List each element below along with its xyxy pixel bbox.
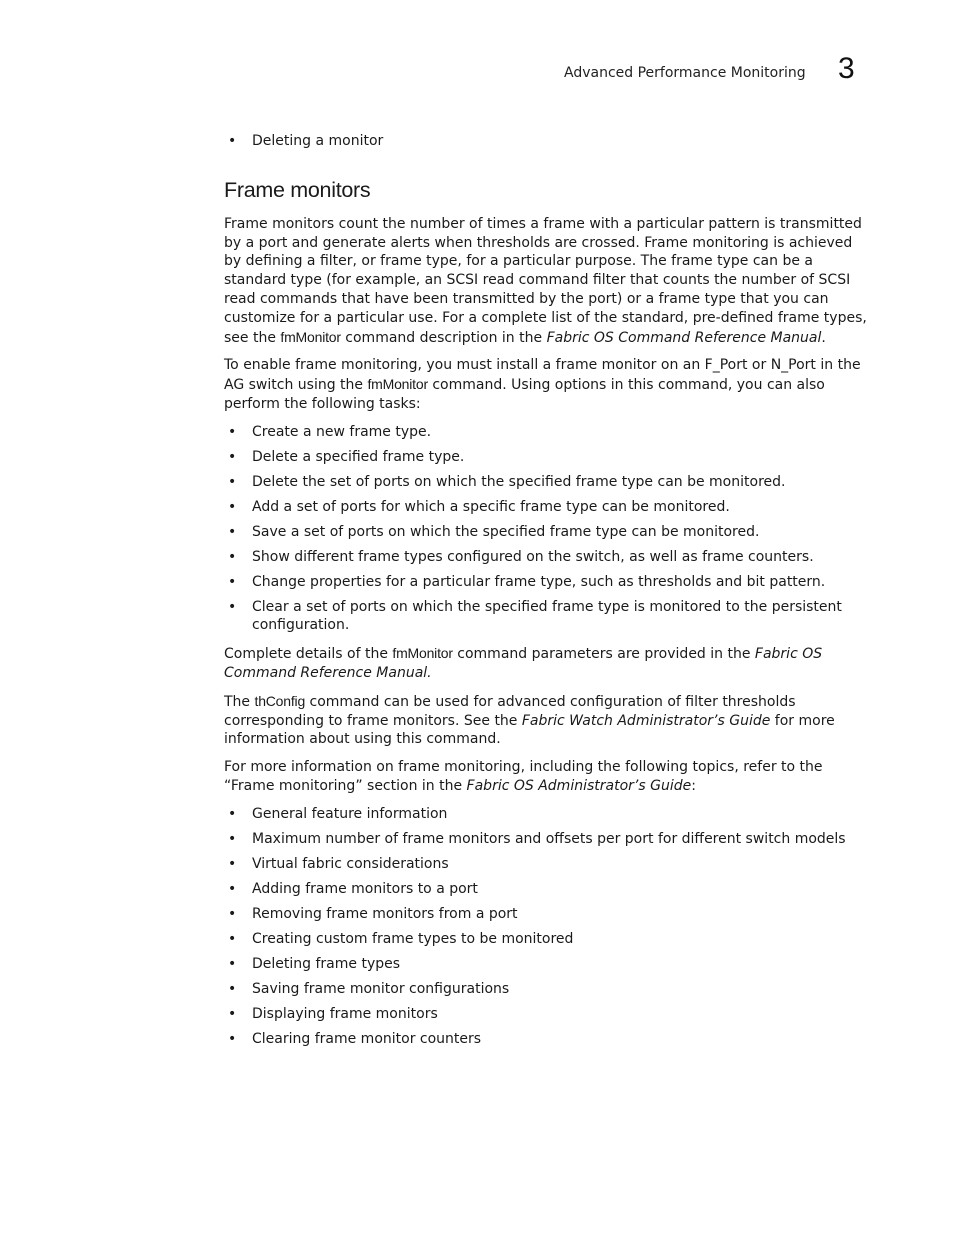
- page-content: [224, 132, 869, 1055]
- command-name: fmMonitor: [367, 376, 428, 393]
- manual-title: Fabric OS Administrator’s Guide: [466, 778, 692, 795]
- list-item: [224, 548, 869, 567]
- bullet-icon: •: [228, 423, 237, 440]
- list-item-text: Change properties for a particular frame type, such as thresholds and bit pattern.: [252, 573, 826, 590]
- bullet-icon: •: [228, 830, 237, 847]
- section-heading: Frame monitors: [224, 177, 371, 202]
- bullet-icon: •: [228, 880, 237, 897]
- list-item: [224, 955, 869, 974]
- list-item-text: Clearing frame monitor counters: [252, 1030, 482, 1047]
- bullet-icon: •: [228, 1030, 237, 1047]
- chapter-number: 3: [838, 52, 855, 85]
- list-item: [224, 598, 869, 636]
- list-item: [224, 132, 869, 151]
- command-name: thConfig: [254, 692, 306, 709]
- list-item: [224, 448, 869, 467]
- list-item-text: Maximum number of frame monitors and offsets per port for different switch models: [252, 830, 846, 847]
- list-item: [224, 1030, 869, 1049]
- list-item-text: Removing frame monitors from a port: [252, 905, 518, 922]
- list-item: [224, 905, 869, 924]
- list-item-text: Create a new frame type.: [252, 423, 432, 440]
- bullet-icon: •: [228, 855, 237, 872]
- list-item-text: Virtual fabric considerations: [252, 855, 449, 872]
- paragraph-intro: Frame monitors count the number of times a frame with a particular pattern is transmitted by a port and generate alerts when thresholds are crossed. Frame monitoring is achieved by defining a filter, or frame type, for a particular purpose. The frame type can be a standard type (for example, an SCSI read command filter that counts the number of SCSI read commands that have been transmitted by the port) or a frame type that you can customize for a particular use. For a complete list of the standard, pre-defined frame types, see the fmMonitor command description in the Fabric OS Command Reference Manual.: [224, 215, 867, 346]
- list-item-text: Clear a set of ports on which the specified frame type is monitored to the persistent configuration.: [252, 598, 842, 634]
- manual-title: Fabric Watch Administrator’s Guide: [521, 712, 771, 729]
- bullet-icon: •: [228, 573, 237, 590]
- list-item-text: Save a set of ports on which the specified frame type can be monitored.: [252, 523, 760, 540]
- bullet-icon: •: [228, 905, 237, 922]
- bullet-icon: •: [228, 955, 237, 972]
- bullet-icon: •: [228, 805, 237, 822]
- list-item: [224, 423, 869, 442]
- list-item-text: Deleting a monitor: [252, 133, 384, 149]
- bullet-icon: •: [228, 1005, 237, 1022]
- list-item: [224, 980, 869, 999]
- list-item-text: Delete a specified frame type.: [252, 448, 465, 465]
- task-list: [224, 423, 869, 635]
- command-name: fmMonitor: [280, 328, 341, 345]
- paragraph-thconfig: The thConfig command can be used for advanced configuration of filter thresholds corresponding to frame monitors. See the Fabric Watch Administrator’s Guide for more information about using this command.: [224, 692, 835, 748]
- list-item-text: Saving frame monitor configurations: [252, 980, 510, 997]
- list-item-text: Add a set of ports for which a specific frame type can be monitored.: [252, 498, 730, 515]
- bullet-icon: •: [228, 980, 237, 997]
- running-header-title: Advanced Performance Monitoring: [564, 65, 806, 81]
- bullet-icon: •: [228, 930, 237, 947]
- list-item-text: Show different frame types configured on the switch, as well as frame counters.: [252, 548, 814, 565]
- manual-title: Fabric OS Command Reference Manual.: [224, 646, 823, 682]
- bullet-icon: •: [228, 498, 237, 515]
- paragraph-more-info: For more information on frame monitoring, including the following topics, refer to the “Frame monitoring” section in the Fabric OS Administrator’s Guide:: [224, 759, 823, 795]
- list-item: [224, 1005, 869, 1024]
- list-item-text: Displaying frame monitors: [252, 1005, 438, 1022]
- list-item: [224, 573, 869, 592]
- command-name: fmMonitor: [392, 645, 453, 662]
- list-item-text: General feature information: [252, 805, 448, 822]
- paragraph-details: Complete details of the fmMonitor command parameters are provided in the Fabric OS Command Reference Manual.: [224, 645, 823, 682]
- bullet-icon: •: [228, 548, 237, 565]
- bullet-icon: •: [228, 598, 237, 615]
- list-item: [224, 830, 869, 849]
- top-bullet-list: [224, 132, 869, 151]
- list-item-text: Deleting frame types: [252, 955, 401, 972]
- list-item: [224, 473, 869, 492]
- list-item: [224, 805, 869, 824]
- list-item: [224, 855, 869, 874]
- list-item: [224, 523, 869, 542]
- list-item-text: Delete the set of ports on which the specified frame type can be monitored.: [252, 473, 786, 490]
- list-item: [224, 880, 869, 899]
- bullet-icon: •: [228, 133, 237, 149]
- list-item-text: Adding frame monitors to a port: [252, 880, 478, 897]
- topic-list: [224, 805, 869, 1049]
- list-item: [224, 498, 869, 517]
- paragraph-enable: To enable frame monitoring, you must install a frame monitor on an F_Port or N_Port in the AG switch using the fmMonitor command. Using options in this command, you can also perform the following tasks:: [224, 357, 861, 412]
- bullet-icon: •: [228, 523, 237, 540]
- bullet-icon: •: [228, 448, 237, 465]
- manual-title: Fabric OS Command Reference Manual: [546, 329, 822, 346]
- list-item-text: Creating custom frame types to be monitored: [252, 930, 574, 947]
- list-item: [224, 930, 869, 949]
- bullet-icon: •: [228, 473, 237, 490]
